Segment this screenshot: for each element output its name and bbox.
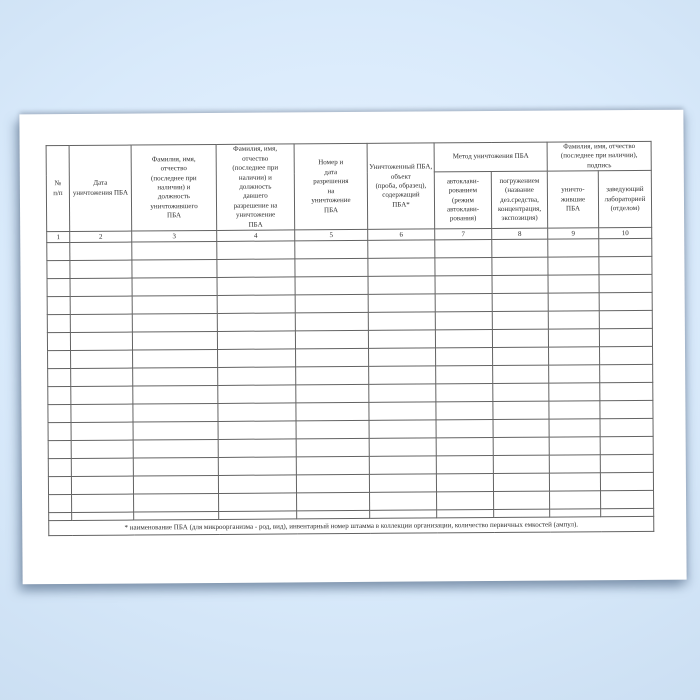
empty-cell: [133, 386, 218, 405]
empty-cell: [435, 276, 492, 294]
header-col-autoclaving: автоклави- рованием (режим автоклави- рования): [434, 172, 491, 229]
empty-cell: [599, 275, 652, 293]
empty-cell: [370, 492, 437, 510]
destruction-log-table: [46, 141, 655, 537]
empty-cell: [368, 258, 435, 276]
empty-cell: [70, 260, 132, 278]
empty-cell: [599, 239, 652, 257]
empty-cell: [435, 312, 492, 330]
empty-cell: [600, 383, 653, 401]
empty-cell: [71, 458, 133, 476]
empty-cell: [548, 311, 599, 329]
empty-cell: [368, 294, 435, 312]
column-number: 5: [295, 230, 368, 242]
footnote-row: [49, 517, 654, 536]
empty-cell: [493, 419, 549, 437]
empty-cell: [296, 349, 369, 368]
empty-cell: [48, 369, 71, 387]
empty-cell: [599, 257, 652, 275]
empty-cell: [436, 438, 493, 456]
empty-cell: [600, 473, 653, 491]
empty-cell: [47, 279, 70, 297]
empty-cell: [295, 277, 368, 296]
empty-cell: [295, 295, 368, 314]
empty-cell: [218, 385, 296, 404]
empty-cell: [493, 473, 549, 491]
empty-cell: [600, 401, 653, 419]
empty-cell: [435, 330, 492, 348]
empty-cell: [369, 366, 436, 384]
empty-cell: [492, 275, 548, 293]
empty-cell: [437, 492, 494, 510]
empty-cell: [48, 441, 71, 459]
empty-cell: [296, 475, 369, 494]
empty-cell: [219, 493, 297, 512]
empty-cell: [600, 455, 653, 473]
empty-cell: [549, 365, 600, 383]
empty-cell: [295, 331, 368, 350]
document-page: [19, 110, 686, 585]
empty-cell: [493, 437, 549, 455]
empty-cell: [600, 347, 653, 365]
empty-cell: [217, 295, 295, 314]
empty-cell: [435, 240, 492, 258]
empty-cell: [49, 513, 72, 521]
empty-cell: [133, 458, 218, 477]
empty-cell: [133, 440, 218, 459]
empty-cell: [436, 456, 493, 474]
empty-cell: [132, 260, 217, 279]
empty-cell: [493, 347, 549, 365]
empty-cell: [548, 275, 599, 293]
empty-cell: [71, 476, 133, 494]
empty-cell: [71, 404, 133, 422]
empty-cell: [493, 383, 549, 401]
header-col-destroyed-pba: Уничтоженный ПБА, объект (проба, образец), содержащий ПБА*: [367, 143, 435, 230]
empty-cell: [492, 257, 548, 275]
empty-cell: [549, 419, 600, 437]
empty-cell: [218, 475, 296, 494]
empty-cell: [49, 495, 72, 513]
empty-cell: [435, 258, 492, 276]
empty-cell: [132, 278, 217, 297]
empty-cell: [369, 384, 436, 402]
header-col-authorizer-name: Фамилия, имя, отчество (последнее при наличии) и должность давшего разрешение на уничтожение ПБА: [216, 144, 295, 231]
empty-cell: [297, 493, 370, 512]
empty-cell: [218, 439, 296, 458]
empty-cell: [296, 457, 369, 476]
empty-cell: [217, 241, 295, 260]
empty-cell: [549, 383, 600, 401]
column-number: 7: [435, 229, 492, 240]
empty-cell: [550, 491, 601, 509]
column-number: 1: [47, 232, 70, 243]
empty-cell: [218, 403, 296, 422]
empty-cell: [71, 440, 133, 458]
empty-cell: [600, 437, 653, 455]
empty-cell: [218, 457, 296, 476]
empty-cell: [549, 437, 600, 455]
empty-cell: [436, 402, 493, 420]
empty-cell: [295, 259, 368, 278]
empty-cell: [134, 494, 219, 513]
empty-cell: [435, 294, 492, 312]
empty-cell: [436, 384, 493, 402]
empty-cell: [296, 421, 369, 440]
empty-cell: [296, 403, 369, 422]
empty-cell: [549, 347, 600, 365]
empty-cell: [47, 261, 70, 279]
empty-cell: [217, 331, 295, 350]
header-col-immersion: погружением (название дез.средства, концентрация, экспозиция): [491, 171, 547, 228]
empty-cell: [295, 313, 368, 332]
empty-cell: [48, 459, 71, 477]
empty-cell: [492, 239, 548, 257]
empty-cell: [492, 311, 548, 329]
column-number: 6: [368, 229, 435, 240]
empty-cell: [436, 474, 493, 492]
empty-cell: [368, 240, 435, 258]
empty-cell: [600, 419, 653, 437]
header-group-destruction-method: Метод уничтожения ПБА: [434, 142, 547, 172]
empty-cell: [217, 313, 295, 332]
empty-cell: [492, 329, 548, 347]
empty-cell: [47, 333, 70, 351]
empty-cell: [599, 311, 652, 329]
header-col-permit-number-date: Номер и дата разрешения на уничтожение ПБА: [294, 143, 368, 230]
empty-cell: [548, 239, 599, 257]
footnote: * наименование ПБА (для микроорганизма - род, вид), инвентарный номер штамма в коллекции организации, количество первичных емкостей (ампул).: [49, 517, 654, 536]
empty-cell: [369, 456, 436, 474]
empty-cell: [295, 241, 368, 260]
header-col-row-number: № п/п: [46, 145, 70, 231]
empty-cell: [368, 330, 435, 348]
empty-cell: [548, 257, 599, 275]
empty-cell: [549, 401, 600, 419]
column-number: 3: [132, 231, 217, 243]
header-col-destroyer-name: Фамилия, имя, отчество (последнее при наличии) и должность уничтожившего ПБА: [131, 144, 217, 231]
empty-cell: [132, 242, 217, 261]
column-number: 10: [599, 228, 652, 239]
empty-cell: [48, 405, 71, 423]
empty-cell: [368, 312, 435, 330]
empty-cell: [72, 494, 134, 512]
empty-cell: [133, 476, 218, 495]
empty-cell: [492, 293, 548, 311]
empty-cell: [599, 329, 652, 347]
empty-cell: [133, 368, 218, 387]
empty-cell: [132, 314, 217, 333]
empty-cell: [132, 332, 217, 351]
column-number: 2: [70, 231, 132, 242]
header-col-destroyers-signature: уничто- жившие ПБА: [547, 171, 598, 228]
empty-cell: [48, 387, 71, 405]
empty-cell: [218, 367, 296, 386]
header-group-name-signature: Фамилия, имя, отчество (последнее при наличии), подпись: [547, 141, 651, 171]
empty-cell: [71, 422, 133, 440]
empty-cell: [47, 315, 70, 333]
empty-cell: [436, 420, 493, 438]
empty-cell: [47, 297, 70, 315]
header-col-destruction-date: Дата уничтожения ПБА: [69, 145, 132, 232]
empty-cell: [70, 332, 132, 350]
empty-cell: [368, 276, 435, 294]
empty-cell: [71, 386, 133, 404]
column-number: 4: [217, 230, 295, 242]
empty-cell: [70, 296, 132, 314]
empty-cell: [48, 477, 71, 495]
empty-cell: [218, 421, 296, 440]
empty-cell: [601, 491, 654, 509]
empty-cell: [369, 438, 436, 456]
column-number: 8: [492, 228, 548, 239]
empty-cell: [133, 422, 218, 441]
empty-cell: [296, 367, 369, 386]
empty-cell: [47, 243, 70, 261]
empty-cell: [369, 348, 436, 366]
empty-cell: [71, 350, 133, 368]
empty-cell: [218, 349, 296, 368]
empty-cell: [70, 242, 132, 260]
empty-cell: [70, 314, 132, 332]
empty-cell: [548, 329, 599, 347]
empty-cell: [217, 259, 295, 278]
empty-cell: [548, 293, 599, 311]
empty-cell: [133, 404, 218, 423]
empty-cell: [494, 491, 550, 509]
empty-cell: [217, 277, 295, 296]
empty-cell: [296, 439, 369, 458]
empty-cell: [549, 455, 600, 473]
empty-cell: [369, 420, 436, 438]
empty-cell: [369, 402, 436, 420]
empty-cell: [600, 365, 653, 383]
empty-cell: [493, 455, 549, 473]
empty-cell: [599, 293, 652, 311]
empty-cell: [493, 401, 549, 419]
empty-cell: [436, 348, 493, 366]
empty-cell: [493, 365, 549, 383]
column-number: 9: [548, 228, 599, 239]
empty-cell: [71, 368, 133, 386]
header-row-top: [46, 141, 651, 175]
empty-cell: [549, 473, 600, 491]
header-col-lab-head-signature: заведующий лабораторией (отделом): [598, 171, 651, 228]
empty-cell: [132, 296, 217, 315]
empty-cell: [436, 366, 493, 384]
empty-cell: [133, 350, 218, 369]
empty-cell: [70, 278, 132, 296]
empty-cell: [296, 385, 369, 404]
empty-cell: [369, 474, 436, 492]
empty-cell: [48, 423, 71, 441]
empty-cell: [48, 351, 71, 369]
